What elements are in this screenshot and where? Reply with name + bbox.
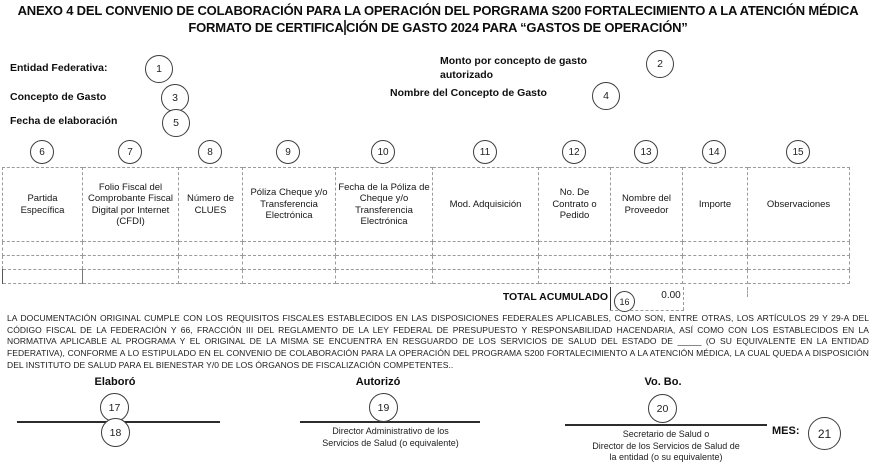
- table-cell[interactable]: [611, 270, 683, 284]
- annotation-circle-6: 6: [30, 140, 54, 164]
- table-cell[interactable]: [179, 270, 243, 284]
- field-label-concepto-de-gasto: Concepto de Gasto: [10, 91, 107, 103]
- table-cell[interactable]: [611, 242, 683, 256]
- annotation-circle-18: 18: [101, 418, 130, 447]
- table-header-row: [3, 168, 850, 242]
- col-header-contrato: No. De Contrato o Pedido: [539, 168, 611, 242]
- field-label-entidad-federativa: Entidad Federativa:: [10, 62, 108, 74]
- total-acumulado-label: TOTAL ACUMULADO: [502, 291, 608, 303]
- signature-sublabel-vobo-line2: Director de los Servicios de Salud de: [592, 440, 740, 451]
- table-cell[interactable]: [243, 242, 336, 256]
- col-header-partida: Partida Específica: [3, 168, 83, 242]
- field-label-monto-line1: Monto por concepto de gasto: [440, 55, 587, 67]
- form-title-line2-post: CIÓN DE GASTO 2024 PARA “GASTOS DE OPERACIÓN”: [346, 20, 688, 35]
- table-cell[interactable]: [336, 270, 433, 284]
- annotation-circle-2: 2: [646, 50, 674, 78]
- form-title-line2-pre: FORMATO DE CERTIFICA: [188, 20, 344, 35]
- table-row: [3, 242, 850, 256]
- table-cell[interactable]: [539, 242, 611, 256]
- total-cell-border-stub: [747, 287, 748, 297]
- signature-heading-vobo: Vo. Bo.: [644, 376, 682, 388]
- table-cell[interactable]: [748, 256, 850, 270]
- table-empty-rows: [3, 242, 850, 284]
- annotation-circle-14: 14: [702, 140, 726, 164]
- annotation-circle-3: 3: [161, 84, 189, 112]
- annotation-circle-11: 11: [473, 140, 497, 164]
- table-cell[interactable]: [539, 270, 611, 284]
- annotation-circle-4: 4: [592, 82, 620, 110]
- table-cell[interactable]: [539, 256, 611, 270]
- total-acumulado-value: 0.00: [661, 290, 681, 301]
- col-header-folio-cfdi: Folio Fiscal del Comprobante Fiscal Digital por Internet (CFDI): [83, 168, 179, 242]
- table-cell[interactable]: [683, 270, 748, 284]
- annotation-circle-10: 10: [371, 140, 395, 164]
- table-cell[interactable]: [83, 242, 179, 256]
- signature-sublabel-autorizo: [293, 426, 488, 449]
- table-cell[interactable]: [748, 270, 850, 284]
- signature-heading-autorizo: Autorizó: [355, 376, 401, 388]
- form-title-line1: ANEXO 4 DEL CONVENIO DE COLABORACIÓN PARA LA OPERACIÓN DEL PORGRAMA S200 FORTALECIMIENTO A LA ATENCIÓN MÉDICA: [17, 3, 859, 18]
- signature-sublabel-vobo: [568, 429, 764, 464]
- annotation-circle-16: 16: [614, 291, 635, 312]
- table-cell[interactable]: [83, 270, 179, 284]
- col-header-fecha-poliza: Fecha de la Póliza de Cheque y/o Transferencia Electrónica: [336, 168, 433, 242]
- signature-heading-elaboro: Elaboró: [94, 376, 136, 388]
- col-header-importe: Importe: [683, 168, 748, 242]
- col-header-mod-adquisicion: Mod. Adquisición: [433, 168, 539, 242]
- annotation-circle-13: 13: [634, 140, 658, 164]
- annotation-circle-17: 17: [100, 393, 129, 422]
- annotation-circle-21: 21: [808, 417, 841, 450]
- form-title-line2: [0, 20, 876, 35]
- total-divider-line: [610, 287, 611, 311]
- annotation-circle-19: 19: [369, 393, 398, 422]
- table-cell[interactable]: [3, 270, 83, 284]
- col-header-clues: Número de CLUES: [179, 168, 243, 242]
- annotation-circle-15: 15: [786, 140, 810, 164]
- table-cell[interactable]: [433, 270, 539, 284]
- expense-table: [2, 167, 850, 284]
- table-cell[interactable]: [683, 256, 748, 270]
- signature-sublabel-vobo-line1: Secretario de Salud o: [622, 429, 710, 439]
- annotation-circle-8: 8: [198, 140, 222, 164]
- table-cell[interactable]: [611, 256, 683, 270]
- total-cell-border: [683, 287, 684, 310]
- signature-sublabel-vobo-line3: la entidad (o su equivalente): [609, 452, 723, 462]
- col-header-poliza: Póliza Cheque y/o Transferencia Electrónica: [243, 168, 336, 242]
- table-cell[interactable]: [243, 270, 336, 284]
- signature-line-autorizo[interactable]: [300, 421, 480, 423]
- table-row: [3, 270, 850, 284]
- signature-line-vobo[interactable]: [565, 424, 767, 426]
- table-cell[interactable]: [3, 242, 83, 256]
- table-cell[interactable]: [243, 256, 336, 270]
- table-cell[interactable]: [336, 256, 433, 270]
- mes-label: MES:: [772, 425, 800, 437]
- col-header-observaciones: Observaciones: [748, 168, 850, 242]
- annotation-circle-9: 9: [276, 140, 300, 164]
- table-cell[interactable]: [83, 256, 179, 270]
- table-cell[interactable]: [336, 242, 433, 256]
- annotation-circle-5: 5: [162, 109, 190, 137]
- signature-sublabel-autorizo-line2: Servicios de Salud (o equivalente): [322, 437, 459, 448]
- annotation-circle-12: 12: [562, 140, 586, 164]
- col-header-proveedor: Nombre del Proveedor: [611, 168, 683, 242]
- field-label-fecha-elaboracion: Fecha de elaboración: [10, 115, 118, 127]
- field-label-monto-autorizado: [440, 55, 625, 82]
- field-label-nombre-concepto: Nombre del Concepto de Gasto: [390, 87, 547, 99]
- annotation-circle-7: 7: [118, 140, 142, 164]
- table-row: [3, 256, 850, 270]
- field-label-monto-line2: autorizado: [440, 68, 494, 81]
- table-cell[interactable]: [179, 242, 243, 256]
- annotation-circle-1: 1: [145, 55, 173, 83]
- table-cell[interactable]: [3, 256, 83, 270]
- table-cell[interactable]: [433, 242, 539, 256]
- annotation-circle-20: 20: [648, 394, 677, 423]
- table-cell[interactable]: [433, 256, 539, 270]
- legal-certification-text: LA DOCUMENTACIÓN ORIGINAL CUMPLE CON LOS REQUISITOS FISCALES ESTABLECIDOS EN LAS DISPOSICIONES FEDERALES APLICABLES, COMO SON, ENTRE OTRAS, LOS ARTÍCULOS 29 Y 29-A DEL CÓDIGO FISCAL DE LA FEDERACIÓN Y 66, FRACCIÓN III DEL REGLAMENTO DE LA LEY FEDERAL DE PRESUPUESTO Y RESPONSABILIDAD HACENDARIA, ASÍ COMO CON LOS ESTABLECIDOS EN LA NORMATIVA APLICABLE AL PROGRAMA Y EL ORIGINAL DE LA MISMA SE ENCUENTRA EN RESGUARDO DE LOS SERVICIOS DE SALUD DEL ESTADO DE _____ (O SU EQUIVALENTE EN LA ENTIDAD FEDERATIVA), CONFORME A LO ESTIPULADO EN EL CONVENIO DE COLABORACIÓN PARA LA OPERACIÓN DEL PROGRAMA S200 FORTALECIMIENTO A LA ATENCIÓN MÉDICA, LA CUAL QUEDA A DISPOSICIÓN DEL INSTITUTO DE SALUD PARA EL BIENESTAR Y/0 DE LOS ÓRGANOS DE FISCALIZACIÓN COMPETENTES..: [7, 313, 869, 370]
- signature-sublabel-autorizo-line1: Director Administrativo de los: [332, 426, 449, 436]
- table-cell[interactable]: [179, 256, 243, 270]
- table-cell[interactable]: [748, 242, 850, 256]
- table-cell[interactable]: [683, 242, 748, 256]
